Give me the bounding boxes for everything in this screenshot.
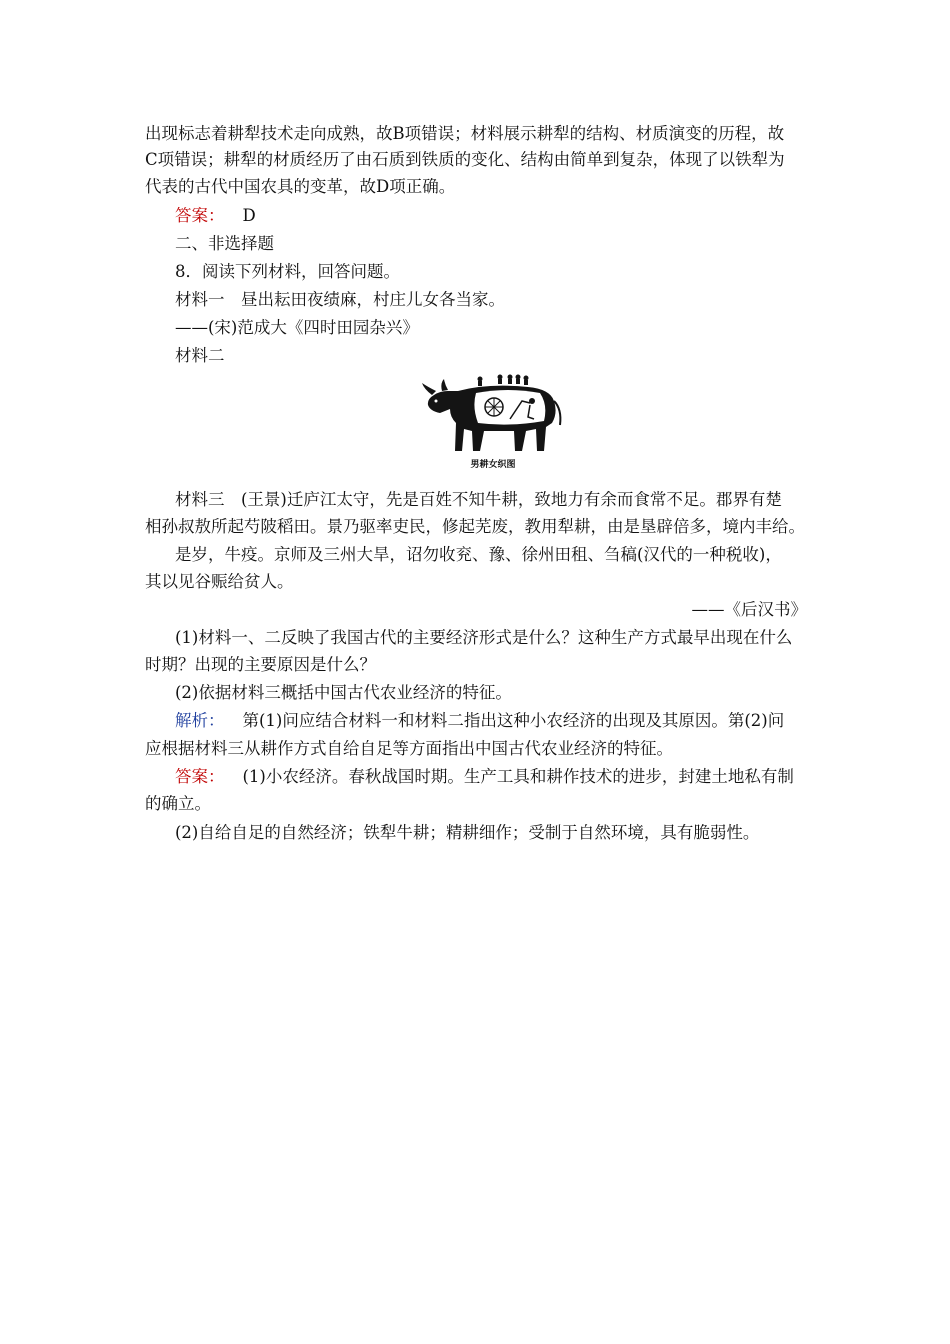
answer-8-text: (1)小农经济。春秋战国时期。生产工具和耕作技术的进步，封建土地私有制 <box>242 767 794 786</box>
answer-8-line-1 <box>175 764 794 790</box>
answer-8-line-3: (2)自给自足的自然经济；铁犁牛耕；精耕细作；受制于自然环境，具有脆弱性。 <box>175 823 760 842</box>
section-heading: 二、非选择题 <box>175 234 274 253</box>
analysis-7-line-2: C项错误；耕犁的材质经历了由石质到铁质的变化、结构由简单到复杂，体现了以铁犁为 <box>145 150 785 169</box>
answer-value: D <box>242 206 256 225</box>
material-3-line-4: 其以见谷赈给贫人。 <box>145 572 294 591</box>
analysis-7-line-3: 代表的古代中国农具的变革，故D项正确。 <box>145 177 456 196</box>
question-8-stem: 8．阅读下列材料，回答问题。 <box>175 262 400 281</box>
question-2: (2)依据材料三概括中国古代农业经济的特征。 <box>175 683 512 702</box>
answer-8-line-2: 的确立。 <box>145 794 211 813</box>
analysis-label: 解析： <box>175 711 225 730</box>
material-3-line-3: 是岁，牛疫。京师及三州大旱，诏勿收兖、豫、徐州田租、刍稿(汉代的一种税收)， <box>175 545 782 564</box>
analysis-8-line-2: 应根据材料三从耕作方式自给自足等方面指出中国古代农业经济的特征。 <box>145 739 673 758</box>
material-2-label: 材料二 <box>175 346 225 365</box>
material-1-source: ——(宋)范成大《四时田园杂兴》 <box>175 318 419 337</box>
answer-label: 答案： <box>175 206 225 225</box>
analysis-7-line-1: 出现标志着耕犁技术走向成熟，故B项错误；材料展示耕犁的结构、材质演变的历程，故 <box>145 124 785 143</box>
material-3-source: ——《后汉书》 <box>691 600 807 619</box>
answer-7 <box>175 203 256 229</box>
material-3-line-1: 材料三 (王景)迁庐江太守，先是百姓不知牛耕，致地力有余而食常不足。郡界有楚 <box>175 490 782 509</box>
ox-illustration <box>418 371 568 459</box>
material-1: 材料一 昼出耘田夜绩麻，村庄儿女各当家。 <box>175 290 505 309</box>
material-3-line-2: 相孙叔敖所起芍陂稻田。景乃驱率吏民，修起芜废，教用犁耕，由是垦辟倍多，境内丰给。 <box>145 517 805 536</box>
question-1-line-2: 时期？出现的主要原因是什么？ <box>145 655 376 674</box>
answer-8-label: 答案： <box>175 767 225 786</box>
analysis-8-line-1 <box>175 708 784 734</box>
question-1-line-1: (1)材料一、二反映了我国古代的主要经济形式是什么？这种生产方式最早出现在什么 <box>175 628 793 647</box>
analysis-8-text: 第(1)问应结合材料一和材料二指出这种小农经济的出现及其原因。第(2)问 <box>242 711 785 730</box>
ox-figure <box>418 371 568 476</box>
figure-caption: 男耕女织图 <box>470 460 516 470</box>
